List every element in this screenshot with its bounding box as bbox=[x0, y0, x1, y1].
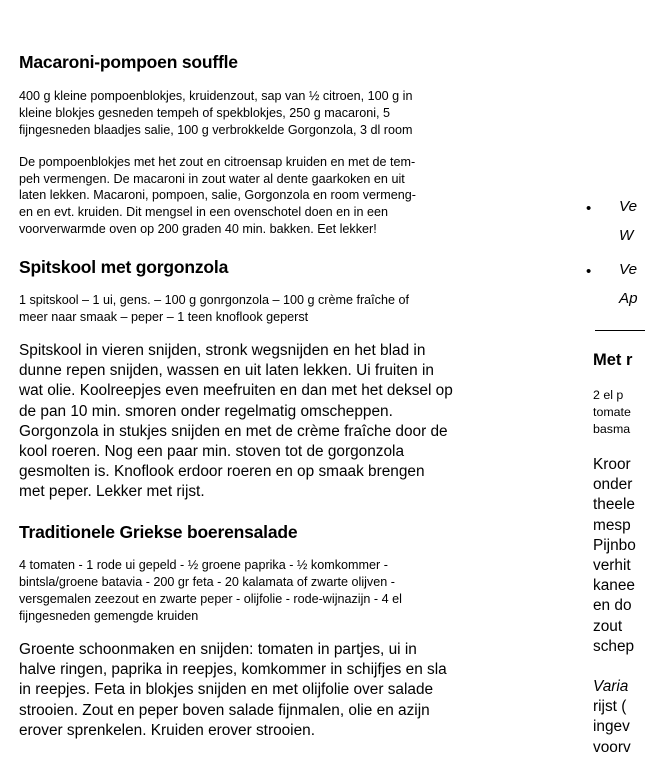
recipe-ingredients bbox=[19, 292, 409, 326]
steps-line: en do bbox=[593, 597, 632, 615]
ingredients-line: versgemalen zeezout en zwarte peper - olijfolie - rode-wijnazijn - 4 el bbox=[19, 592, 402, 606]
recipe-title: Macaroni-pompoen souffle bbox=[19, 52, 238, 72]
variant-text bbox=[593, 677, 631, 758]
variant-line: rijst ( bbox=[593, 698, 627, 716]
steps-line: voorverwarmde oven op 200 graden 40 min. bakken. Eet lekker! bbox=[19, 221, 377, 236]
bullet-text: W bbox=[619, 227, 634, 244]
divider bbox=[595, 330, 645, 331]
steps-line: zout bbox=[593, 617, 623, 635]
bullet-marker: • bbox=[586, 200, 592, 217]
steps-line: erover sprenkelen. Kruiden erover strooien. bbox=[19, 721, 315, 739]
variant-line: ingev bbox=[593, 718, 630, 736]
bullet-text: Ap bbox=[619, 290, 638, 307]
steps-line: laten lekken. Macaroni, pompoen, salie, Gorgonzola en room vermeng- bbox=[19, 188, 416, 203]
recipe-ingredients bbox=[593, 387, 631, 438]
steps-line: met peper. Lekker met rijst. bbox=[19, 483, 205, 501]
ingredients-line: fijngesneden blaadjes salie, 100 g verbrokkelde Gorgonzola, 3 dl room bbox=[19, 123, 413, 137]
steps-line: wat olie. Koolreepjes even meefruiten en dan met het deksel op bbox=[19, 382, 453, 400]
steps-line: Pijnbo bbox=[593, 536, 636, 554]
steps-line: de pan 10 min. smoren onder regelmatig omscheppen. bbox=[19, 402, 393, 420]
steps-line: onder bbox=[593, 476, 633, 494]
ingredients-line: 400 g kleine pompoenblokjes, kruidenzout, sap van ½ citroen, 100 g in bbox=[19, 89, 413, 103]
ingredients-line: fijngesneden gemengde kruiden bbox=[19, 609, 199, 623]
steps-line: peh vermengen. De macaroni in zout water al dente gaarkoken en uit bbox=[19, 171, 405, 186]
steps-line: halve ringen, paprika in reepjes, komkommer in schijfjes en sla bbox=[19, 661, 447, 679]
ingredients-line: bintsla/groene batavia - 200 gr feta - 20 kalamata of zwarte olijven - bbox=[19, 575, 395, 589]
bullet-text: Ve bbox=[619, 198, 638, 215]
steps-line: mesp bbox=[593, 516, 631, 534]
bullet-marker: • bbox=[586, 263, 592, 280]
steps-line: Spitskool in vieren snijden, stronk wegsnijden en het blad in bbox=[19, 342, 426, 359]
recipe-title: Spitskool met gorgonzola bbox=[19, 257, 229, 277]
recipe-title: Met r bbox=[593, 351, 633, 369]
recipe-ingredients bbox=[19, 557, 402, 625]
steps-line: De pompoenblokjes met het zout en citroensap kruiden en met de tem- bbox=[19, 155, 416, 169]
ingredients-line: meer naar smaak – peper – 1 teen knoflook geperst bbox=[19, 310, 309, 324]
ingredients-line: 2 el p bbox=[593, 388, 624, 402]
variant-line: Varia bbox=[593, 678, 629, 695]
steps-line: strooien. Zout en peper boven salade fijnmalen, olie en azijn bbox=[19, 701, 430, 719]
steps-line: gesmolten is. Knoflook erdoor roeren en op smaak brengen bbox=[19, 463, 425, 481]
steps-line: verhit bbox=[593, 557, 631, 575]
steps-line: theele bbox=[593, 496, 635, 514]
ingredients-line: kleine blokjes gesneden tempeh of spekblokjes, 250 g macaroni, 5 bbox=[19, 106, 391, 120]
recipe-steps bbox=[593, 455, 636, 657]
recipe-steps bbox=[19, 341, 453, 503]
ingredients-line: tomate bbox=[593, 405, 631, 419]
ingredients-line: 4 tomaten - 1 rode ui gepeld - ½ groene paprika - ½ komkommer - bbox=[19, 558, 388, 572]
bullet-text: Ve bbox=[619, 261, 638, 278]
steps-line: kanee bbox=[593, 577, 635, 595]
steps-line: schep bbox=[593, 637, 635, 655]
steps-line: Gorgonzola in stukjes snijden en met de crème fraîche door de bbox=[19, 422, 448, 440]
ingredients-line: 1 spitskool – 1 ui, gens. – 100 g gonrgonzola – 100 g crème fraîche of bbox=[19, 293, 409, 307]
steps-line: dunne repen snijden, wassen en uit laten lekken. Ui fruiten in bbox=[19, 362, 434, 380]
recipe-steps bbox=[19, 154, 416, 238]
ingredients-line: basma bbox=[593, 422, 631, 436]
steps-line: kool roeren. Nog een paar min. stoven tot de gorgonzola bbox=[19, 443, 405, 461]
steps-line: Kroor bbox=[593, 456, 631, 473]
variant-line: voorv bbox=[593, 738, 631, 756]
recipe-steps bbox=[19, 640, 447, 741]
recipe-title: Traditionele Griekse boerensalade bbox=[19, 522, 298, 542]
steps-line: Groente schoonmaken en snijden: tomaten in partjes, ui in bbox=[19, 641, 417, 658]
steps-line: in reepjes. Feta in blokjes snijden en met olijfolie over salade bbox=[19, 681, 434, 699]
steps-line: en en evt. kruiden. Dit mengsel in een ovenschotel doen en in een bbox=[19, 205, 388, 220]
recipe-ingredients bbox=[19, 88, 412, 139]
